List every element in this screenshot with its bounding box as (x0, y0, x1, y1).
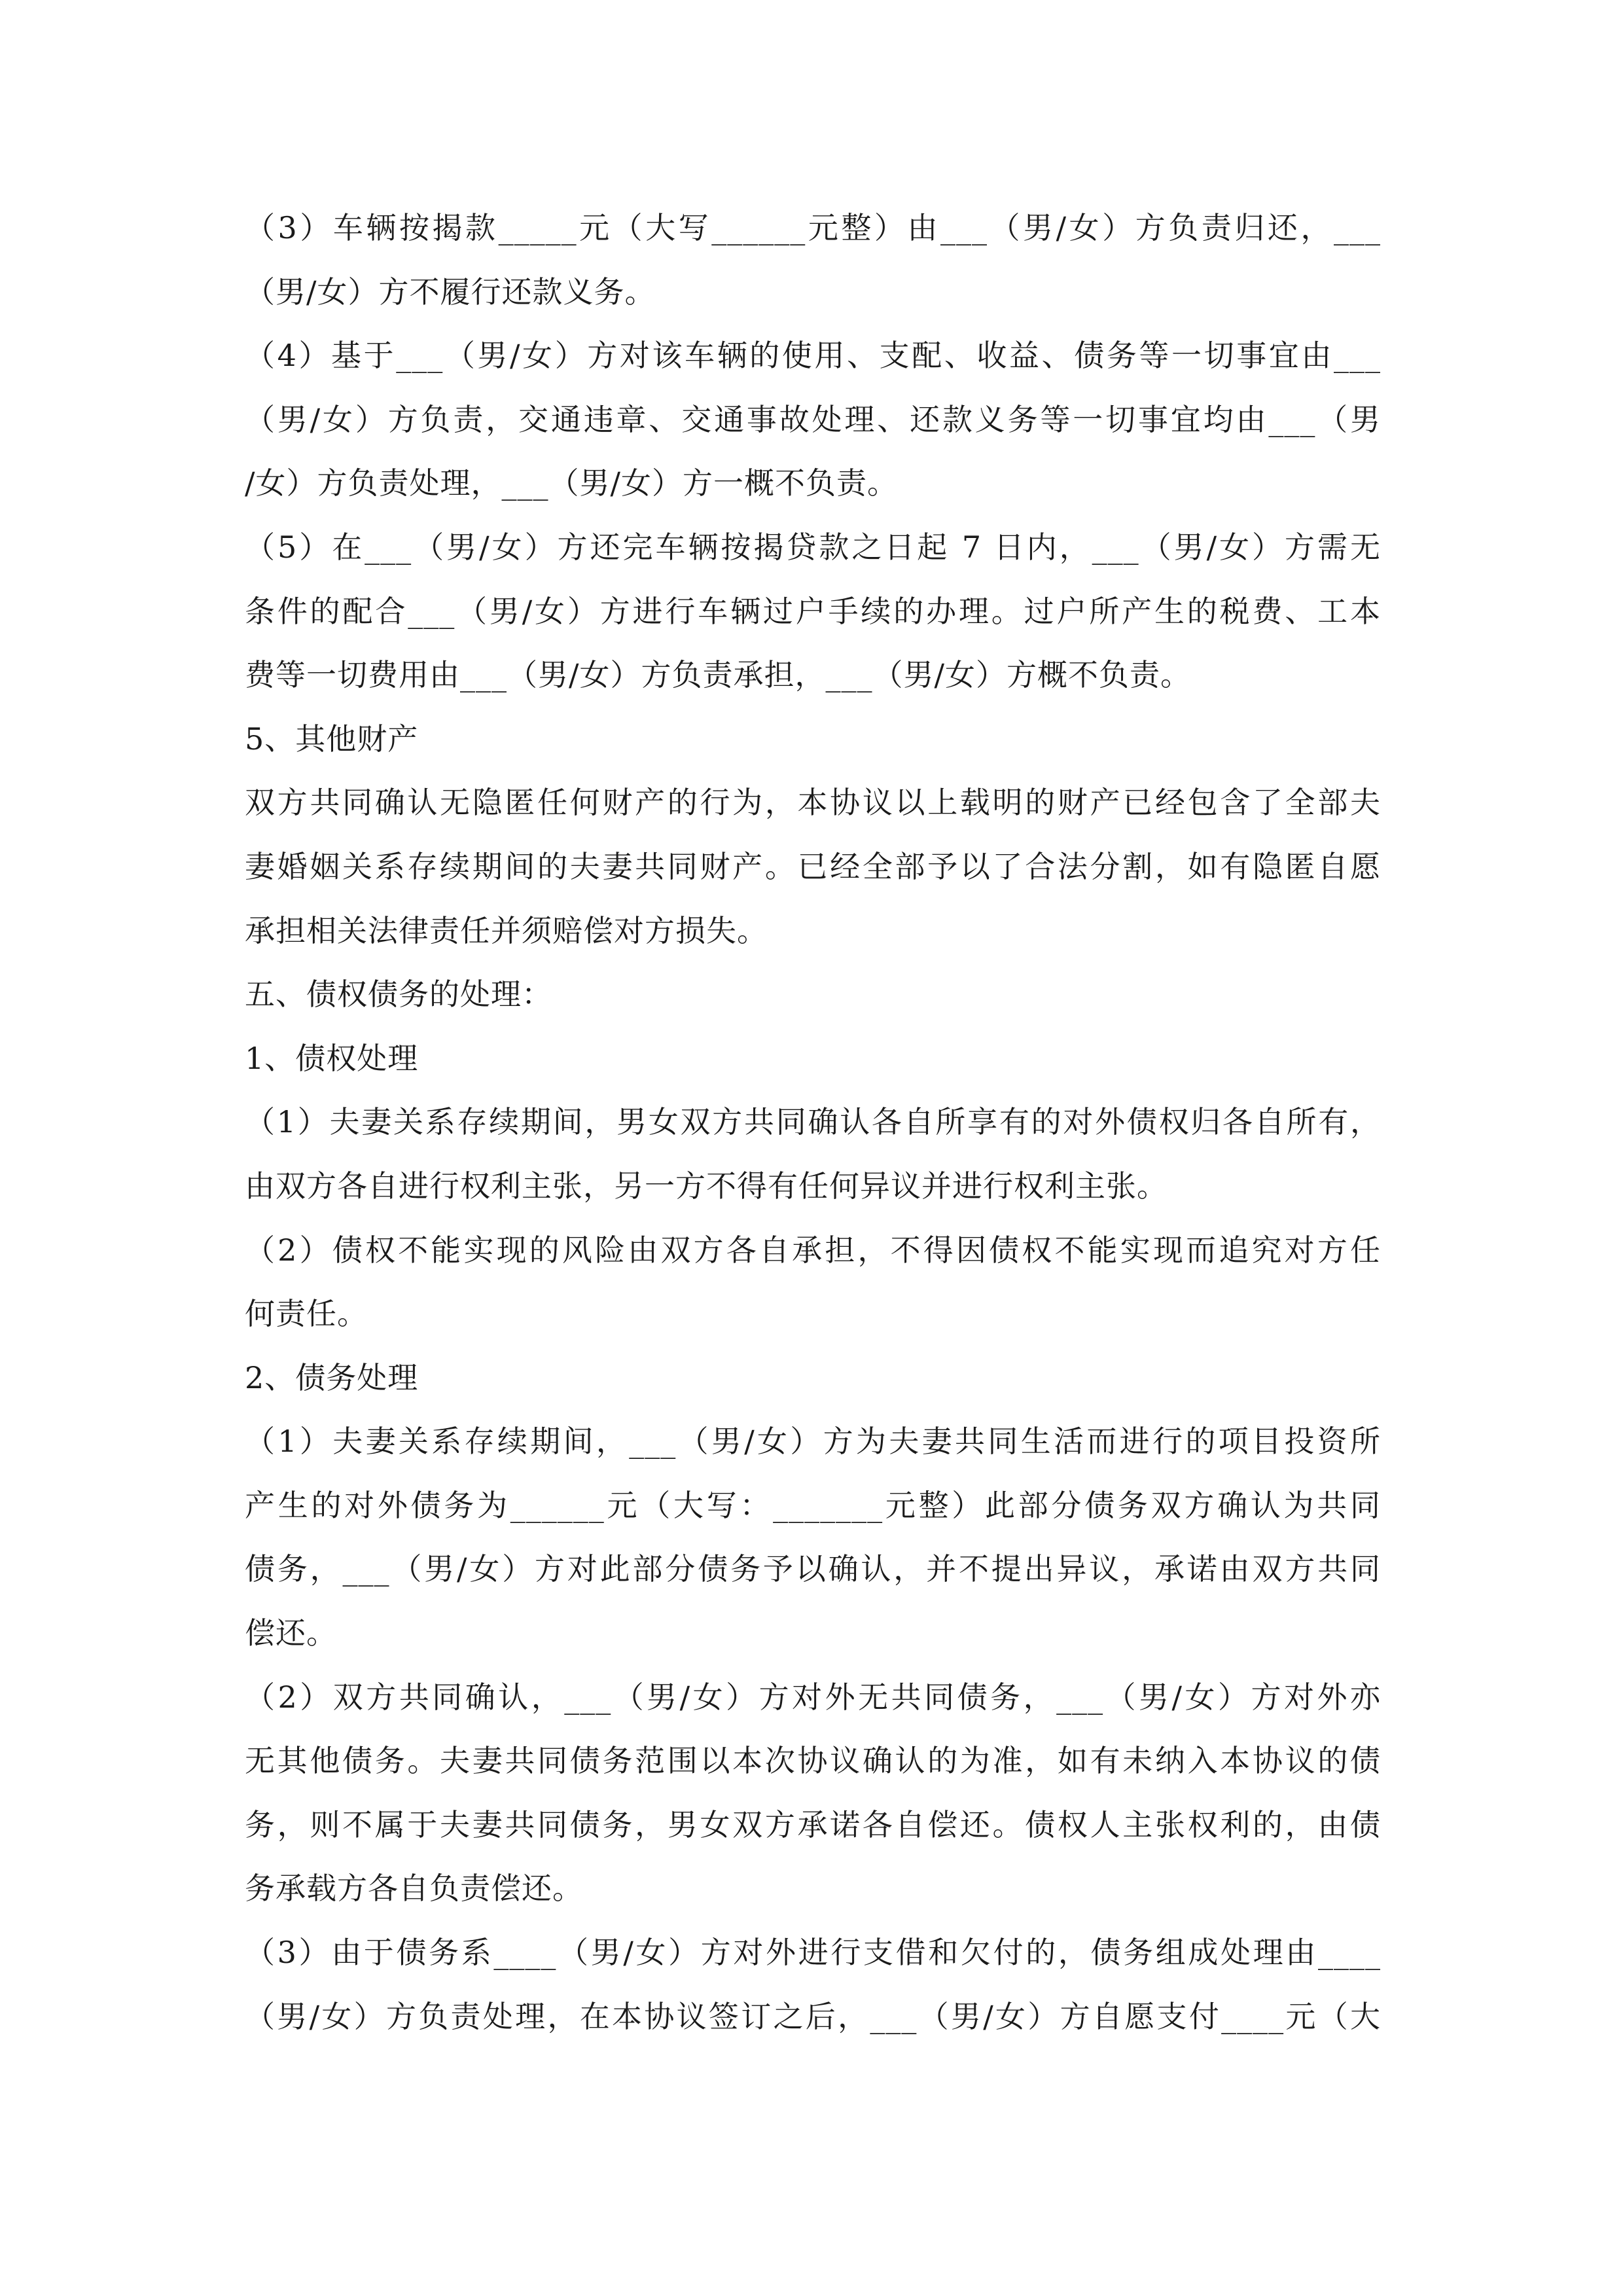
text-line: （4）基于___（男/女）方对该车辆的使用、支配、收益、债务等一切事宜由___ (245, 338, 1381, 374)
text-line: （男/女）方不履行还款义务。 (245, 274, 656, 310)
text-line: 何责任。 (245, 1296, 368, 1332)
text-line: 双方共同确认无隐匿任何财产的行为，本协议以上载明的财产已经包含了全部夫 (245, 785, 1381, 821)
text-line: 债务，___（男/女）方对此部分债务予以确认，并不提出异议，承诺由双方共同 (245, 1551, 1381, 1587)
text-line: （男/女）方负责，交通违章、交通事故处理、还款义务等一切事宜均由___（男 (245, 401, 1381, 437)
document-body (245, 196, 1381, 2049)
text-line: 务，则不属于夫妻共同债务，男女双方承诺各自偿还。债权人主张权利的，由债 (245, 1806, 1381, 1842)
text-line: 务承载方各自负责偿还。 (245, 1871, 583, 1907)
section-heading: 五、债权债务的处理： (245, 977, 552, 1013)
text-line: 条件的配合___（男/女）方进行车辆过户手续的办理。过户所产生的税费、工本 (245, 593, 1381, 629)
text-line: （3）由于债务系____（男/女）方对外进行支借和欠付的，债务组成处理由____ (245, 1935, 1381, 1971)
section-heading: 1、债权处理 (245, 1040, 419, 1076)
text-line: 无其他债务。夫妻共同债务范围以本次协议确认的为准，如有未纳入本协议的债 (245, 1743, 1381, 1779)
text-line: 偿还。 (245, 1615, 337, 1651)
text-line: （2）双方共同确认，___（男/女）方对外无共同债务，___（男/女）方对外亦 (245, 1679, 1381, 1715)
text-line: （3）车辆按揭款_____元（大写______元整）由___（男/女）方负责归还，___ (245, 210, 1381, 245)
section-heading: 2、债务处理 (245, 1359, 419, 1395)
text-line: （男/女）方负责处理，在本协议签订之后，___（男/女）方自愿支付____元（大 (245, 1998, 1381, 2034)
text-line: 妻婚姻关系存续期间的夫妻共同财产。已经全部予以了合法分割，如有隐匿自愿 (245, 848, 1381, 884)
text-line: （2）债权不能实现的风险由双方各自承担，不得因债权不能实现而追究对方任 (245, 1232, 1381, 1268)
text-line: 费等一切费用由___（男/女）方负责承担，___（男/女）方概不负责。 (245, 657, 1191, 693)
text-line: 承担相关法律责任并须赔偿对方损失。 (245, 912, 768, 948)
text-line: 由双方各自进行权利主张，另一方不得有任何异议并进行权利主张。 (245, 1168, 1168, 1204)
text-line: （1）夫妻关系存续期间，___（男/女）方为夫妻共同生活而进行的项目投资所 (245, 1424, 1381, 1460)
text-line: 产生的对外债务为______元（大写：_______元整）此部分债务双方确认为共同 (245, 1487, 1381, 1523)
text-line: （1）夫妻关系存续期间，男女双方共同确认各自所享有的对外债权归各自所有， (245, 1104, 1381, 1140)
text-line: /女）方负责处理，___（男/女）方一概不负责。 (245, 465, 898, 501)
text-line: （5）在___（男/女）方还完车辆按揭贷款之日起 7 日内，___（男/女）方需无 (245, 529, 1381, 565)
section-heading: 5、其他财产 (245, 721, 419, 757)
